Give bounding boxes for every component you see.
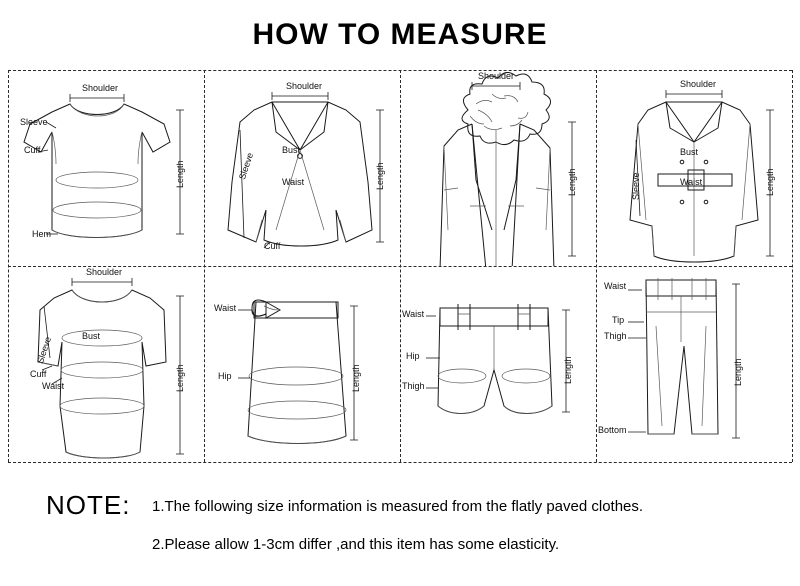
- label-sleeve: Sleeve: [237, 151, 256, 181]
- cell-dress: [8, 266, 204, 462]
- label-shoulder: Shoulder: [86, 267, 123, 277]
- cell-t-shirt: [8, 70, 204, 266]
- label-length: Length: [765, 168, 775, 196]
- label-waist: Waist: [42, 381, 65, 391]
- label-waist: Waist: [680, 177, 703, 187]
- label-length: Length: [351, 364, 361, 392]
- label-shoulder: Shoulder: [82, 83, 119, 93]
- cell-skirt: [204, 266, 400, 462]
- grid-line-bottom: [8, 462, 792, 463]
- grid-line-right: [792, 70, 793, 462]
- cell-trench-coat: [596, 70, 792, 266]
- label-waist: Waist: [214, 303, 237, 313]
- note-label: NOTE:: [46, 490, 131, 520]
- label-length: Length: [175, 160, 185, 188]
- label-hip: Hip: [218, 371, 232, 381]
- label-sleeve: Sleeve: [35, 335, 54, 365]
- label-shoulder: Shoulder: [680, 79, 717, 89]
- skirt-illustration: [204, 266, 400, 462]
- label-length: Length: [563, 356, 573, 384]
- label-bust: Bust: [680, 147, 699, 157]
- label-waist: Waist: [282, 177, 305, 187]
- label-bust: Bust: [282, 145, 301, 155]
- label-hem: Hem: [32, 229, 52, 239]
- label-shoulder: Shoulder: [286, 81, 323, 91]
- cell-blazer: [204, 70, 400, 266]
- label-cuff: Cuff: [30, 369, 47, 379]
- label-bust: Bust: [82, 331, 101, 341]
- label-length: Length: [375, 162, 385, 190]
- blazer-illustration: [204, 70, 400, 266]
- trench-coat-illustration: [596, 70, 792, 266]
- label-length: Length: [567, 168, 577, 196]
- measurement-grid: [8, 70, 792, 462]
- label-thigh: Thigh: [604, 331, 627, 341]
- label-cuff: Cuff: [264, 241, 281, 251]
- label-length: Length: [733, 358, 743, 386]
- note-line-1: 1.The following size information is measured from the flatly paved clothes.: [152, 498, 644, 515]
- note-line-2: 2.Please allow 1-3cm differ ,and this item has some elasticity.: [152, 536, 560, 553]
- cell-shorts: [400, 266, 596, 462]
- label-waist: Waist: [402, 309, 425, 319]
- label-thigh: Thigh: [402, 381, 425, 391]
- label-bottom: Bottom: [598, 425, 627, 435]
- cell-fur-coat: [400, 70, 596, 266]
- label-tip: Tip: [612, 315, 625, 325]
- label-cuff: Cuff: [24, 145, 41, 155]
- page-title: HOW TO MEASURE: [252, 18, 548, 51]
- label-hip: Hip: [406, 351, 420, 361]
- label-length: Length: [175, 364, 185, 392]
- cell-pants: [596, 266, 792, 462]
- label-sleeve: Sleeve: [20, 117, 48, 127]
- label-sleeve: Sleeve: [631, 172, 641, 200]
- label-shoulder: Shoulder: [478, 71, 515, 81]
- label-waist: Waist: [604, 281, 627, 291]
